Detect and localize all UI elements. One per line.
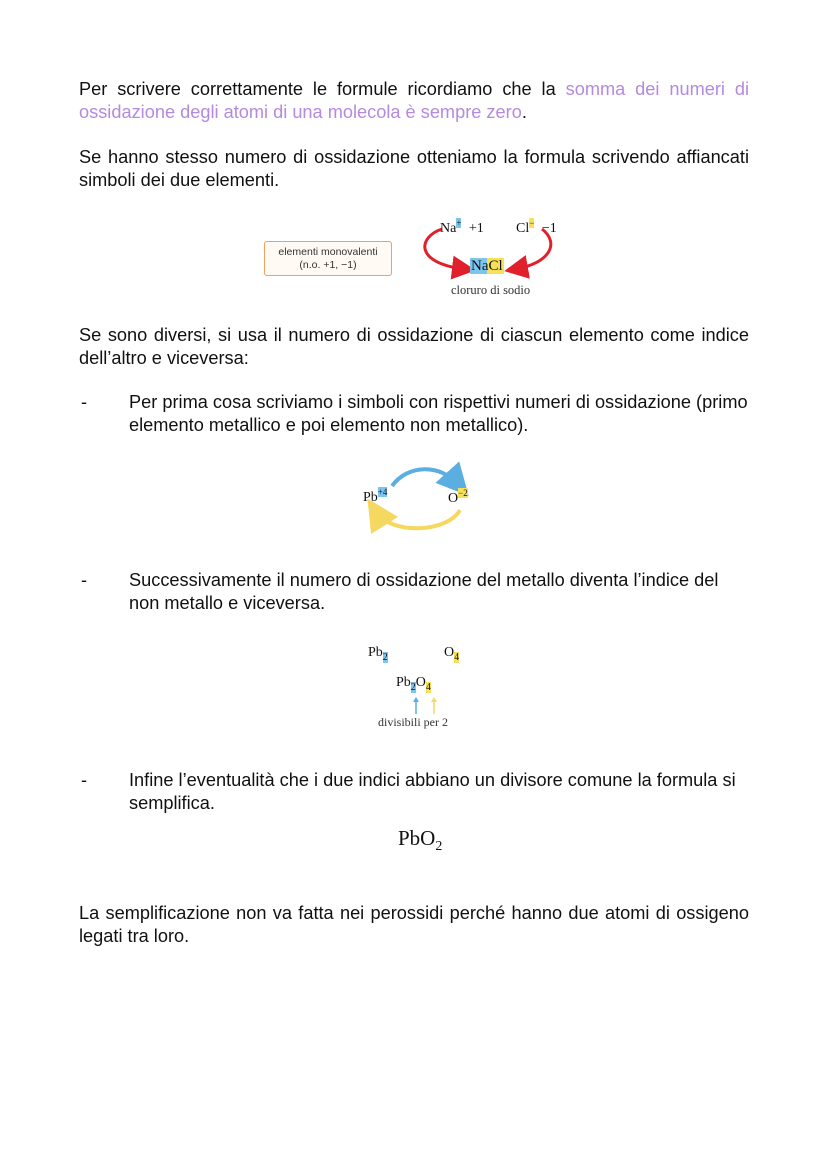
- na-symbol: Na: [440, 221, 457, 236]
- divisible-arrows: [408, 696, 448, 716]
- o-symbol: O: [448, 491, 459, 506]
- intro-end: .: [521, 101, 527, 122]
- pb-symbol: Pb: [363, 490, 378, 505]
- pb-ox-label: [363, 487, 388, 506]
- badge-line2: (n.o. +1, −1): [299, 259, 357, 271]
- na-charge: +: [456, 218, 462, 229]
- pb-index-symbol: Pb: [368, 645, 383, 660]
- o-index-value: 4: [454, 651, 460, 663]
- cl-symbol: Cl: [516, 221, 530, 236]
- final-formula-text: PbO: [398, 826, 436, 850]
- divisible-caption: divisibili per 2: [378, 715, 448, 729]
- monovalent-badge: [264, 241, 392, 276]
- nacl-caption: cloruro di sodio: [451, 283, 531, 297]
- badge-line1: elementi monovalenti: [278, 246, 378, 258]
- arrow-o-to-pb: [376, 510, 460, 528]
- combined-o: O: [415, 675, 426, 690]
- pb-charge: +4: [377, 487, 388, 498]
- diff-ox-paragraph: Se sono diversi, si usa il numero di ossidazione di ciascun elemento come indice dell’altro e viceversa:: [79, 325, 749, 368]
- na-value: +1: [468, 221, 484, 236]
- step3-text: Infine l’eventualità che i due indici abbiano un divisore comune la formula si semplifica.: [129, 770, 736, 813]
- nacl-formula-text: NaCl: [471, 258, 503, 274]
- intro-paragraph: [79, 78, 749, 123]
- final-formula: [398, 826, 443, 855]
- pb-index-value: 2: [382, 651, 388, 663]
- nacl-formula: [470, 258, 504, 275]
- combined-pb-index: 2: [410, 681, 416, 693]
- pb2o4-formula: [396, 675, 431, 691]
- intro-highlight: somma dei numeri di ossidazione degli atomi di una molecola è sempre zero: [79, 79, 749, 122]
- step3-dash: -: [81, 770, 88, 790]
- na-label: [440, 218, 484, 237]
- pb-index-label: [368, 645, 388, 661]
- o-charge: −2: [458, 488, 468, 499]
- combined-o-index: 4: [425, 681, 431, 693]
- cl-label: [516, 218, 557, 237]
- o-ox-label: [448, 488, 468, 507]
- arrow-pb-to-o: [392, 469, 458, 486]
- step2-text: Successivamente il numero di ossidazione del metallo diventa l’indice del non metallo e viceversa.: [129, 570, 719, 613]
- closing-paragraph: La semplificazione non va fatta nei perossidi perché hanno due atomi di ossigeno legati tra loro.: [79, 903, 749, 946]
- cl-charge: −: [529, 218, 535, 229]
- cl-value: −1: [541, 221, 557, 236]
- step1-dash: -: [81, 392, 88, 412]
- combined-pb: Pb: [396, 675, 411, 690]
- final-formula-index: 2: [435, 839, 443, 855]
- same-ox-paragraph: Se hanno stesso numero di ossidazione otteniamo la formula scrivendo affiancati simboli dei due elementi.: [79, 147, 749, 190]
- step2-dash: -: [81, 570, 88, 590]
- o-index-symbol: O: [444, 645, 455, 660]
- o-index-label: [444, 645, 459, 661]
- step1-text: Per prima cosa scriviamo i simboli con rispettivi numeri di ossidazione (primo elemento metallico e poi elemento non metallico).: [129, 392, 748, 435]
- intro-text: Per scrivere correttamente le formule ricordiamo che la: [79, 79, 566, 99]
